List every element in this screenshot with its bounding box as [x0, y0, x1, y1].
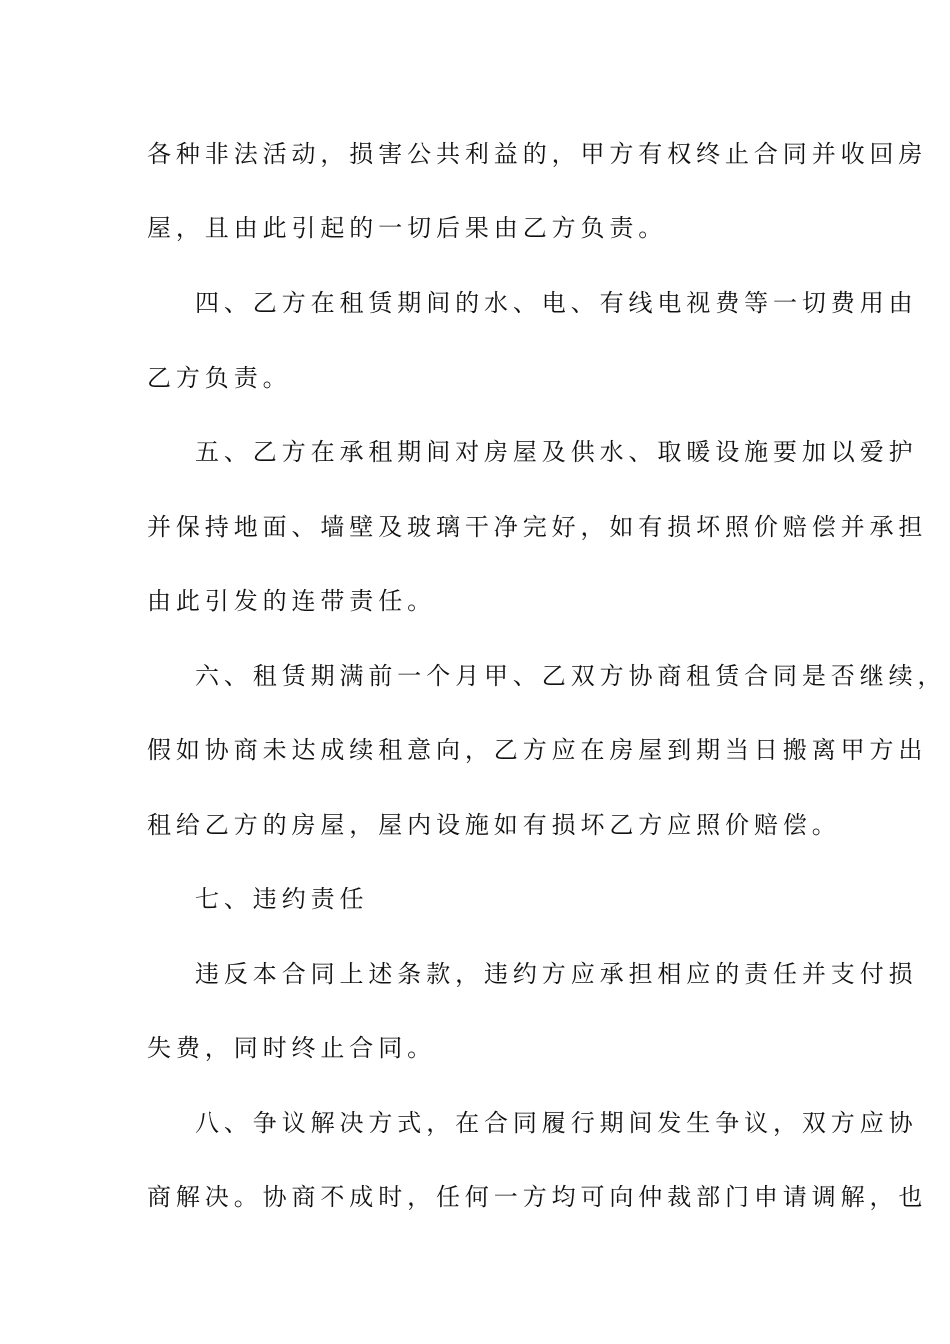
clause-4-line: 四、乙方在租赁期间的水、电、有线电视费等一切费用由	[195, 289, 918, 317]
text-line: 租给乙方的房屋，屋内设施如有损坏乙方应照价赔偿。	[147, 811, 841, 839]
clause-7-heading: 七、违约责任	[195, 885, 369, 913]
clause-8-line: 八、争议解决方式，在合同履行期间发生争议，双方应协	[195, 1109, 918, 1137]
text-line: 并保持地面、墙壁及玻璃干净完好，如有损坏照价赔偿并承担	[147, 513, 928, 541]
clause-5-line: 五、乙方在承租期间对房屋及供水、取暖设施要加以爱护	[195, 438, 918, 466]
clause-6-line: 六、租赁期满前一个月甲、乙双方协商租赁合同是否继续，	[195, 662, 947, 690]
text-line: 由此引发的连带责任。	[147, 587, 436, 615]
text-line: 假如协商未达成续租意向，乙方应在房屋到期当日搬离甲方出	[147, 736, 928, 764]
text-line: 商解决。协商不成时，任何一方均可向仲裁部门申请调解，也	[147, 1183, 928, 1211]
text-line: 违反本合同上述条款，违约方应承担相应的责任并支付损	[195, 960, 918, 988]
text-line: 失费，同时终止合同。	[147, 1034, 436, 1062]
text-line: 各种非法活动，损害公共利益的，甲方有权终止合同并收回房	[147, 140, 928, 168]
text-line: 屋，且由此引起的一切后果由乙方负责。	[147, 214, 668, 242]
text-line: 乙方负责。	[147, 364, 292, 392]
